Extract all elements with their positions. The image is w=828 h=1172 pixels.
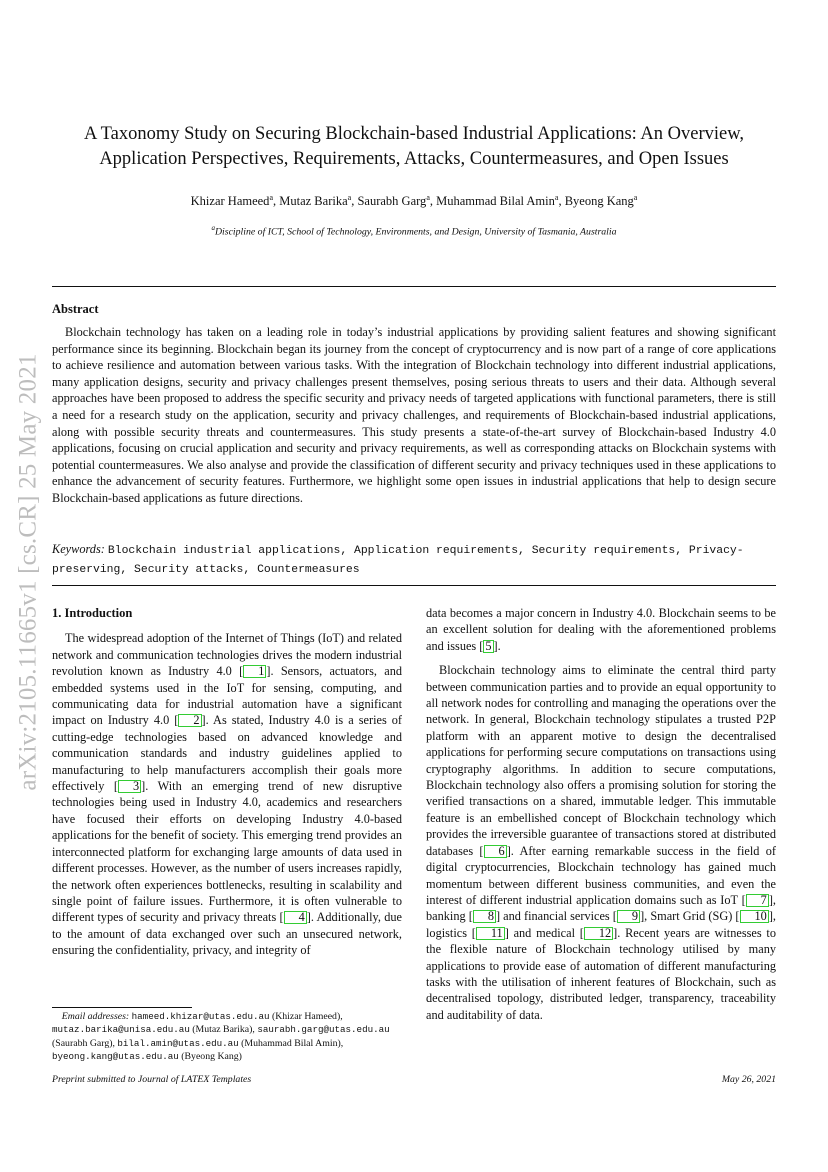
citation-link[interactable]: 11 xyxy=(476,927,505,940)
footnote-emails xyxy=(52,1010,402,1063)
keywords-label: Keywords: xyxy=(52,542,105,556)
email-owner: (Khizar Hameed), xyxy=(269,1011,343,1022)
email-address[interactable]: hameed.khizar@utas.edu.au xyxy=(131,1011,270,1022)
author-name: Khizar Hameed xyxy=(190,194,270,209)
footnote-label: Email addresses: xyxy=(61,1011,130,1022)
email-owner: (Saurabh Garg), xyxy=(52,1037,118,1049)
author-affiliation-mark: a xyxy=(269,193,273,202)
email-owner: (Mutaz Barika), xyxy=(189,1024,255,1036)
author-affiliation-mark: a xyxy=(554,193,559,202)
email-owner: (Muhammad Bilal Amin), xyxy=(241,1037,344,1049)
author-name: Mutaz Barika xyxy=(279,194,348,209)
citation-link[interactable]: 8 xyxy=(473,910,496,923)
intro-paragraph-1: The widespread adoption of the Internet of Things (IoT) and related network and communication technologies drives the modern industrial revolution known as Industry 4.0 [ 1 ]. Sensors, actuators, and embedded systems used in the IoT for sensing, computing, and communicating data for industrial automation have a significant impact on Industry 4.0 [ 2 ]. As stated, Industry 4.0 is a series of cutting-edge technologies based on advanced knowledge and communication standards and industry guidelines applied to manufacturing to help manufacturers accomplish their goals more effectively [ 3 ]. With an emerging trend of new disruptive technologies being used in Industry 4.0, academics and researchers have focused their efforts on developing Industry 4.0-based applications for the benefit of society. This emerging trend provides an interconnected platform for exchanging large amounts of data used in different processes. However, as the number of users increases rapidly, the network often experiences bottlenecks, resulting in scalability and single point of failure issues. Furthermore, it is often vulnerable to different types of security and privacy threats [ 4 ]. Additionally, due to the amount of data exchanged over such an unsecured network, ensuring the confidentiality, privacy, and integrity of xyxy=(52,631,403,958)
keywords-list: Blockchain industrial applications, Application requirements, Security requirements, Privacy-preserving, Security attacks, Countermeasures xyxy=(52,545,744,576)
title-line-1: A Taxonomy Study on Securing Blockchain-based Industrial Applications: An Overview, xyxy=(84,124,744,144)
author-affiliation-mark: a xyxy=(426,193,430,202)
abstract-bottom-rule xyxy=(52,585,776,586)
affiliation-mark: a xyxy=(211,224,215,232)
top-rule xyxy=(52,286,776,287)
arxiv-stamp xyxy=(6,318,52,826)
citation-link[interactable]: 2 xyxy=(178,714,201,727)
citation-link[interactable]: 7 xyxy=(746,894,769,907)
footer-journal: Preprint submitted to Journal of LATEX Templates xyxy=(52,1074,252,1085)
author-name: Byeong Kang xyxy=(564,194,634,209)
citation-link[interactable]: 12 xyxy=(584,927,613,940)
citation-link[interactable]: 4 xyxy=(284,911,307,924)
author-list: Khizar Hameed$^a$, Mutaz Barika$^a$, Saurabh Garg$^a$, Muhammad Bilal Amin$^a$, Byeong Kang$^a$ xyxy=(190,193,638,209)
citation-link[interactable]: 5 xyxy=(485,638,492,653)
email-address[interactable]: mutaz.barika@unisa.edu.au xyxy=(52,1024,190,1036)
left-column xyxy=(52,605,402,959)
citation-link[interactable]: 3 xyxy=(118,780,141,793)
citation-link[interactable]: 9 xyxy=(617,910,640,923)
title-line-2: Application Perspectives, Requirements, Attacks, Countermeasures, and Open Issues xyxy=(99,149,729,169)
citation-link[interactable]: 10 xyxy=(740,910,769,923)
email-owner: (Byeong Kang) xyxy=(178,1050,242,1062)
right-column xyxy=(426,605,776,1023)
affiliation xyxy=(40,224,788,237)
arxiv-stamp-text: arXiv:2105.11665v1 [cs.CR] 25 May 2021 xyxy=(15,353,43,791)
author-name: Saurabh Garg xyxy=(357,194,427,209)
citation-link[interactable]: 6 xyxy=(484,845,507,858)
footnote-rule xyxy=(52,1007,192,1008)
abstract-body: Blockchain technology has taken on a leading role in today’s industrial applications by providing salient features and showing significant performance since its beginning. Blockchain began its journey from the concept of cryptocurrency and is now part of a range of core applications to achieve resilience and automation between various tasks. With the integration of Blockchain technology into different industrial applications, many application designs, security and privacy challenges present themselves, posing serious threats to users and their data. Although several approaches have been proposed to address the specific security and privacy needs of targeted applications with functional parameters, there is still a need for a research study on the application, security and privacy challenges, and requirements of Blockchain-based industrial applications, along with possible security threats and countermeasures. This study presents a state-of-the-art survey of Blockchain-based Industry 4.0 applications, focusing on crucial application and security and privacy requirements, as well as corresponding attacks on Blockchain systems with potential countermeasures. We also analyse and provide the classification of different security and privacy techniques used in these applications to enhance the advancement of security features. Furthermore, we highlight some open issues in industrial applications that help to design secure Blockchain-based applications as future directions. xyxy=(52,325,776,505)
abstract-heading: Abstract xyxy=(52,302,99,316)
intro-paragraph-1-continued: data becomes a major concern in Industry 4.0. Blockchain seems to be an excellent solution for dealing with the aforementioned problems and issues [ 5 ]. xyxy=(426,606,776,653)
author-affiliation-mark: a xyxy=(633,193,638,202)
author-affiliation-mark: a xyxy=(347,193,352,202)
email-address[interactable]: saurabh.garg@utas.edu.au xyxy=(257,1024,390,1036)
paper-title xyxy=(40,122,788,172)
affiliation-text: Discipline of ICT, School of Technology, Environments, and Design, University of Tasmania, Australia xyxy=(214,226,617,238)
email-address[interactable]: bilal.amin@utas.edu.au xyxy=(117,1037,239,1049)
intro-paragraph-2: Blockchain technology aims to eliminate the central third party between communication parties and to provide an equal opportunity to all network nodes for controlling and managing the operations over the network. In general, Blockchain technology stipulates a trusted P2P platform with an apparent motive to design the decentralised applications for performing secure computations on transactions using cryptography algorithms. In addition to secure computations, Blockchain technology also offers a promising solution for storing the verified transactions on a shared, immutable ledger. This immutable feature is an embellished concept of Blockchain technology which provides the irreversible guarantee of transactions stored at distributed databases [ 6 ]. After earning remarkable success in the field of digital cryptocurrencies, Blockchain technology has gained much momentum between different business communities, and even the interest of different industrial application domains such as IoT [ 7 ], banking [ 8 ] and financial services [ 9 ], Smart Grid (SG) [ 10 ], logistics [ 11 ] and medical [ 12 ]. Recent years are witnesses to the flexible nature of Blockchain technology utilised by many applications to provide ease of automation of different manufacturing tasks with the utilisation of inherent features of Blockchain, such as decentralised topology, distributed ledger, transparency, traceability and auditability of data. xyxy=(426,663,776,1022)
section-heading: 1. Introduction xyxy=(52,606,133,620)
email-address[interactable]: byeong.kang@utas.edu.au xyxy=(52,1050,179,1062)
citation-link[interactable]: 1 xyxy=(243,665,266,678)
author-name: Muhammad Bilal Amin xyxy=(436,194,555,209)
keywords xyxy=(52,541,776,578)
footer-date: May 26, 2021 xyxy=(721,1074,776,1085)
